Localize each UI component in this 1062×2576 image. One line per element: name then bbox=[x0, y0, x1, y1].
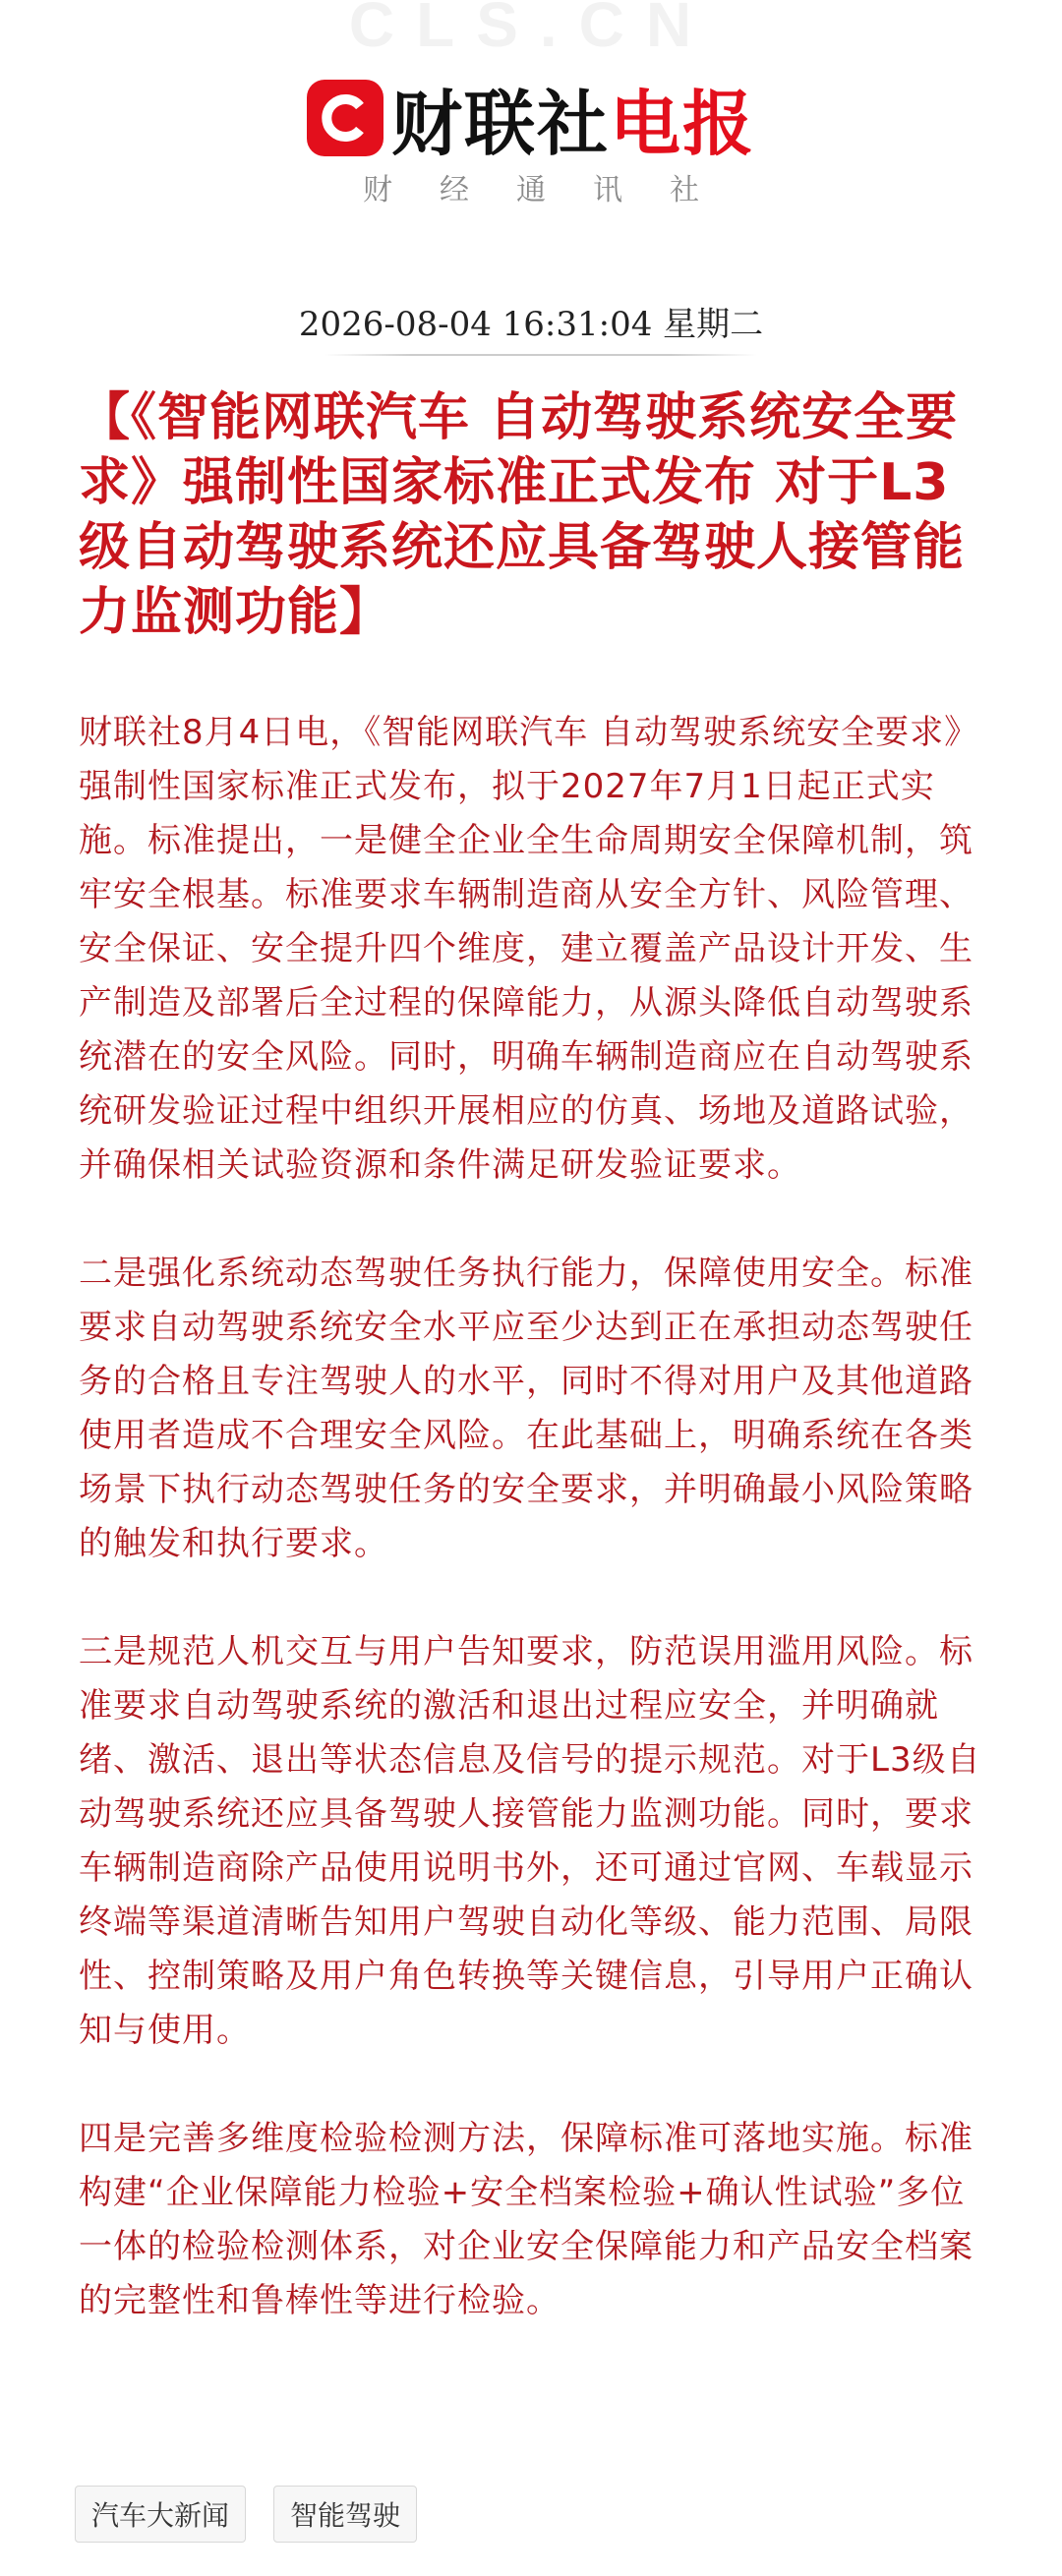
tag-auto-news[interactable]: 汽车大新闻 bbox=[75, 2486, 246, 2543]
tag-smart-driving[interactable]: 智能驾驶 bbox=[273, 2486, 417, 2543]
brand-subtitle: 财经通讯社 bbox=[363, 173, 746, 207]
article-body bbox=[79, 706, 988, 2382]
date-divider bbox=[324, 354, 757, 356]
brand-name-part1: 财联社 bbox=[390, 83, 610, 165]
watermark: CLS.CN bbox=[348, 0, 714, 60]
brand-logo-icon bbox=[307, 80, 384, 156]
paragraph-4: 四是完善多维度检验检测方法，保障标准可落地实施。标准构建“企业保障能力检验+安全档案检验+确认性试验”多位一体的检验检测体系，对企业安全保障能力和产品安全档案的完整性和鲁棒性等进行检验。 bbox=[79, 2119, 974, 2320]
brand-header bbox=[0, 67, 1062, 169]
brand-name-part2: 电报 bbox=[610, 83, 756, 165]
headline: 【《智能网联汽车 自动驾驶系统安全要求》强制性国家标准正式发布 对于L3级自动驾驶系统还应具备驾驶人接管能力监测功能】 bbox=[79, 388, 966, 642]
paragraph-1: 财联社8月4日电，《智能网联汽车 自动驾驶系统安全要求》强制性国家标准正式发布，拟于2027年7月1日起正式实施。标准提出，一是健全企业全生命周期安全保障机制，筑牢安全根基。标准要求车辆制造商从安全方针、风险管理、安全保证、安全提升四个维度，建立覆盖产品设计开发、生产制造及部署后全过程的保障能力，从源头降低自动驾驶系统潜在的安全风险。同时，明确车辆制造商应在自动驾驶系统研发验证过程中组织开展相应的仿真、场地及道路试验，并确保相关试验资源和条件满足研发验证要求。 bbox=[79, 713, 979, 1185]
brand-name bbox=[391, 67, 755, 169]
dateline: 2026-08-04 16:31:04 星期二 bbox=[298, 305, 764, 344]
tag-list bbox=[75, 2486, 417, 2543]
paragraph-2: 二是强化系统动态驾驶任务执行能力，保障使用安全。标准要求自动驾驶系统安全水平应至少达到正在承担动态驾驶任务的合格且专注驾驶人的水平，同时不得对用户及其他道路使用者造成不合理安全风险。在此基础上，明确系统在各类场景下执行动态驾驶任务的安全要求，并明确最小风险策略的触发和执行要求。 bbox=[79, 1254, 974, 1563]
paragraph-3: 三是规范人机交互与用户告知要求，防范误用滥用风险。标准要求自动驾驶系统的激活和退出过程应安全，并明确就绪、激活、退出等状态信息及信号的提示规范。对于L3级自动驾驶系统还应具备驾驶人接管能力监测功能。同时，要求车辆制造商除产品使用说明书外，还可通过官网、车载显示终端等渠道清晰告知用户驾驶自动化等级、能力范围、局限性、控制策略及用户角色转换等关键信息，引导用户正确认知与使用。 bbox=[79, 1632, 981, 2050]
